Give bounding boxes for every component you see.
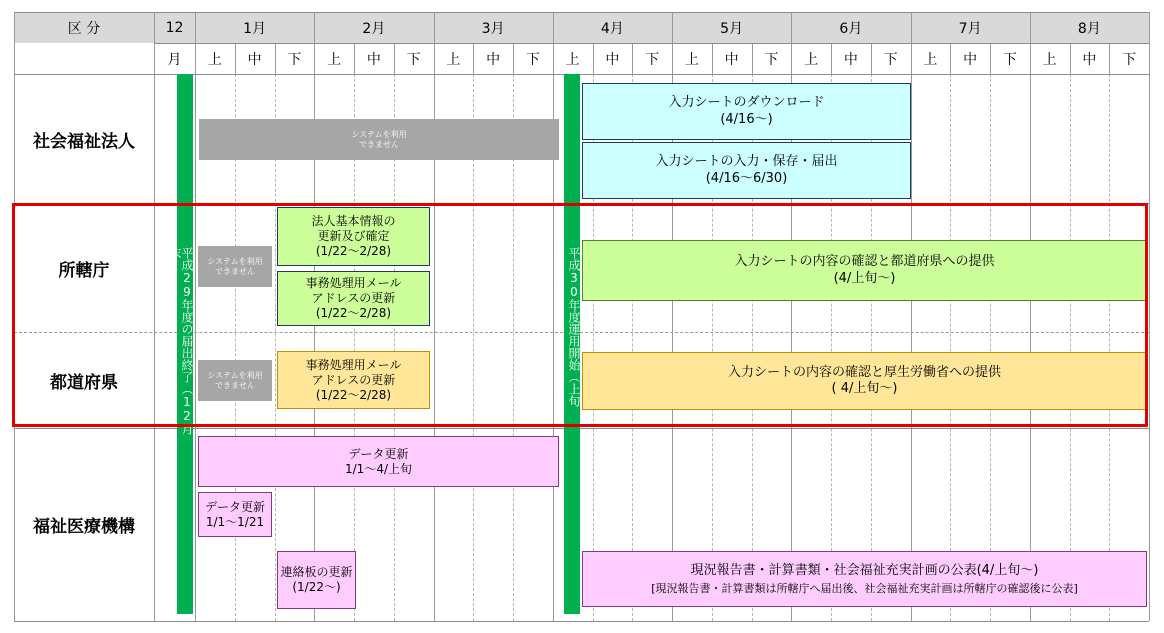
grid-vline xyxy=(712,43,713,74)
period-header: 中 xyxy=(486,51,501,68)
grid-vline xyxy=(1109,43,1110,74)
bar-line: 入力シートの入力・保存・届出 xyxy=(655,154,838,170)
month-header: 7月 xyxy=(958,20,982,37)
month-header: 4月 xyxy=(600,20,624,37)
bar-line: 事務処理用メール xyxy=(305,276,402,290)
bar-line: 1/1～4/上旬 xyxy=(345,461,412,476)
bar-line: 事務処理用メール xyxy=(305,357,402,372)
grid-vline xyxy=(354,43,355,74)
period-header: 下 xyxy=(645,51,660,68)
bar-line: 連絡板の更新 xyxy=(280,565,353,579)
wam-data-update-main-bar xyxy=(198,436,559,487)
month-header: 1月 xyxy=(243,20,267,37)
row-label-fukushi-iryo-kiko: 福祉医療機構 xyxy=(33,517,135,537)
hojin-download-bar xyxy=(582,83,911,140)
grid-vline xyxy=(632,43,633,74)
grid-vline xyxy=(394,43,395,74)
period-header: 下 xyxy=(883,51,898,68)
bar-line: 更新及び確定 xyxy=(317,229,390,243)
grid-vline xyxy=(831,43,832,74)
bar-line: データ更新 xyxy=(348,446,409,461)
period-header: 中 xyxy=(1082,51,1097,68)
wam-data-update-short-bar xyxy=(198,492,272,537)
bar-line: (1/22～2/28) xyxy=(315,306,392,320)
bar-line: (1/22～2/28) xyxy=(315,387,392,402)
december-header: 12 xyxy=(165,19,184,36)
bar-line: (1/22～2/28) xyxy=(315,244,392,258)
period-header: 下 xyxy=(525,51,540,68)
bar-line: 法人基本情報の xyxy=(311,214,396,228)
month-header: 8月 xyxy=(1077,20,1101,37)
grid-vline xyxy=(473,43,474,74)
period-header: 上 xyxy=(684,51,699,68)
row-label-shakai-fukushi-hojin: 社会福祉法人 xyxy=(33,131,135,152)
wam-publish-bar xyxy=(582,551,1147,607)
period-header: 上 xyxy=(923,51,938,68)
period-header: 下 xyxy=(764,51,779,68)
bar-line: 入力シートのダウンロード xyxy=(668,95,825,111)
bar-note: [現況報告書・計算書類は所轄庁へ届出後、社会福祉充実計画は所轄庁の確認後に公表] xyxy=(651,581,1078,595)
bar-line: (1/22～) xyxy=(292,580,341,594)
bar-line: (4/16～6/30) xyxy=(705,170,788,186)
month-header: 5月 xyxy=(720,20,744,37)
bar-line: アドレスの更新 xyxy=(311,291,396,305)
period-header: 上 xyxy=(446,51,461,68)
period-header: 中 xyxy=(724,51,739,68)
month-header: 3月 xyxy=(481,20,505,37)
bar-line: 1/1～1/21 xyxy=(205,514,265,529)
period-header: 下 xyxy=(287,51,302,68)
period-header: 上 xyxy=(327,51,342,68)
bar-line: ( 4/上旬～) xyxy=(831,381,898,396)
hojin-unavailable-bar xyxy=(199,119,559,160)
bar-line: できません xyxy=(359,139,399,149)
bar-line: (4/上旬～) xyxy=(833,270,896,286)
bar-line: (4/16～) xyxy=(720,111,773,127)
bar-line: できません xyxy=(215,266,255,276)
category-header: 区 分 xyxy=(67,20,101,37)
grid-hline xyxy=(154,43,1149,44)
grid-vline xyxy=(871,43,872,74)
bar-line: システムを利用 xyxy=(351,129,407,139)
grid-hline xyxy=(14,12,1149,13)
row-label-todofuken: 都道府県 xyxy=(50,372,118,393)
period-header: 中 xyxy=(366,51,381,68)
december-sub-header: 月 xyxy=(167,51,182,68)
grid-hline xyxy=(14,621,1149,622)
milestone-h30-start-label: 平成30年度運用開始（上旬 xyxy=(567,247,581,407)
grid-vline xyxy=(990,43,991,74)
highlight-frame xyxy=(12,203,1148,427)
period-header: 下 xyxy=(406,51,421,68)
grid-vline xyxy=(513,43,514,74)
period-header: 上 xyxy=(1042,51,1057,68)
grid-vline xyxy=(752,43,753,74)
grid-vline xyxy=(593,43,594,74)
bar-line: システムを利用 xyxy=(207,370,263,380)
period-header: 中 xyxy=(247,51,262,68)
grid-vline xyxy=(235,43,236,74)
period-header: 下 xyxy=(1122,51,1137,68)
bar-line: 入力シートの内容の確認と厚生労働省への提供 xyxy=(727,364,1001,380)
grid-vline xyxy=(1149,12,1150,621)
period-header: 上 xyxy=(804,51,819,68)
milestone-h29-end-label: 平成29年度の届出終了（12月末 xyxy=(168,247,194,435)
period-header: 中 xyxy=(963,51,978,68)
month-header: 2月 xyxy=(362,20,386,37)
bar-line: できません xyxy=(215,380,255,390)
row-label-shokatsucho: 所轄庁 xyxy=(58,260,110,281)
bar-line: 現況報告書・計算書類・社会福祉充実計画の公表(4/上旬～) xyxy=(690,562,1039,578)
grid-vline xyxy=(1070,43,1071,74)
hojin-input-bar xyxy=(582,142,911,199)
month-header: 6月 xyxy=(839,20,863,37)
bar-line: データ更新 xyxy=(204,499,265,514)
wam-board-bar xyxy=(277,551,356,609)
period-header: 下 xyxy=(1002,51,1017,68)
grid-vline xyxy=(950,43,951,74)
period-header: 上 xyxy=(207,51,222,68)
period-header: 中 xyxy=(843,51,858,68)
bar-line: システムを利用 xyxy=(207,256,263,266)
period-header: 上 xyxy=(565,51,580,68)
grid-vline xyxy=(275,43,276,74)
bar-line: アドレスの更新 xyxy=(311,372,396,387)
bar-line: 入力シートの内容の確認と都道府県への提供 xyxy=(734,254,995,270)
period-header: 中 xyxy=(605,51,620,68)
